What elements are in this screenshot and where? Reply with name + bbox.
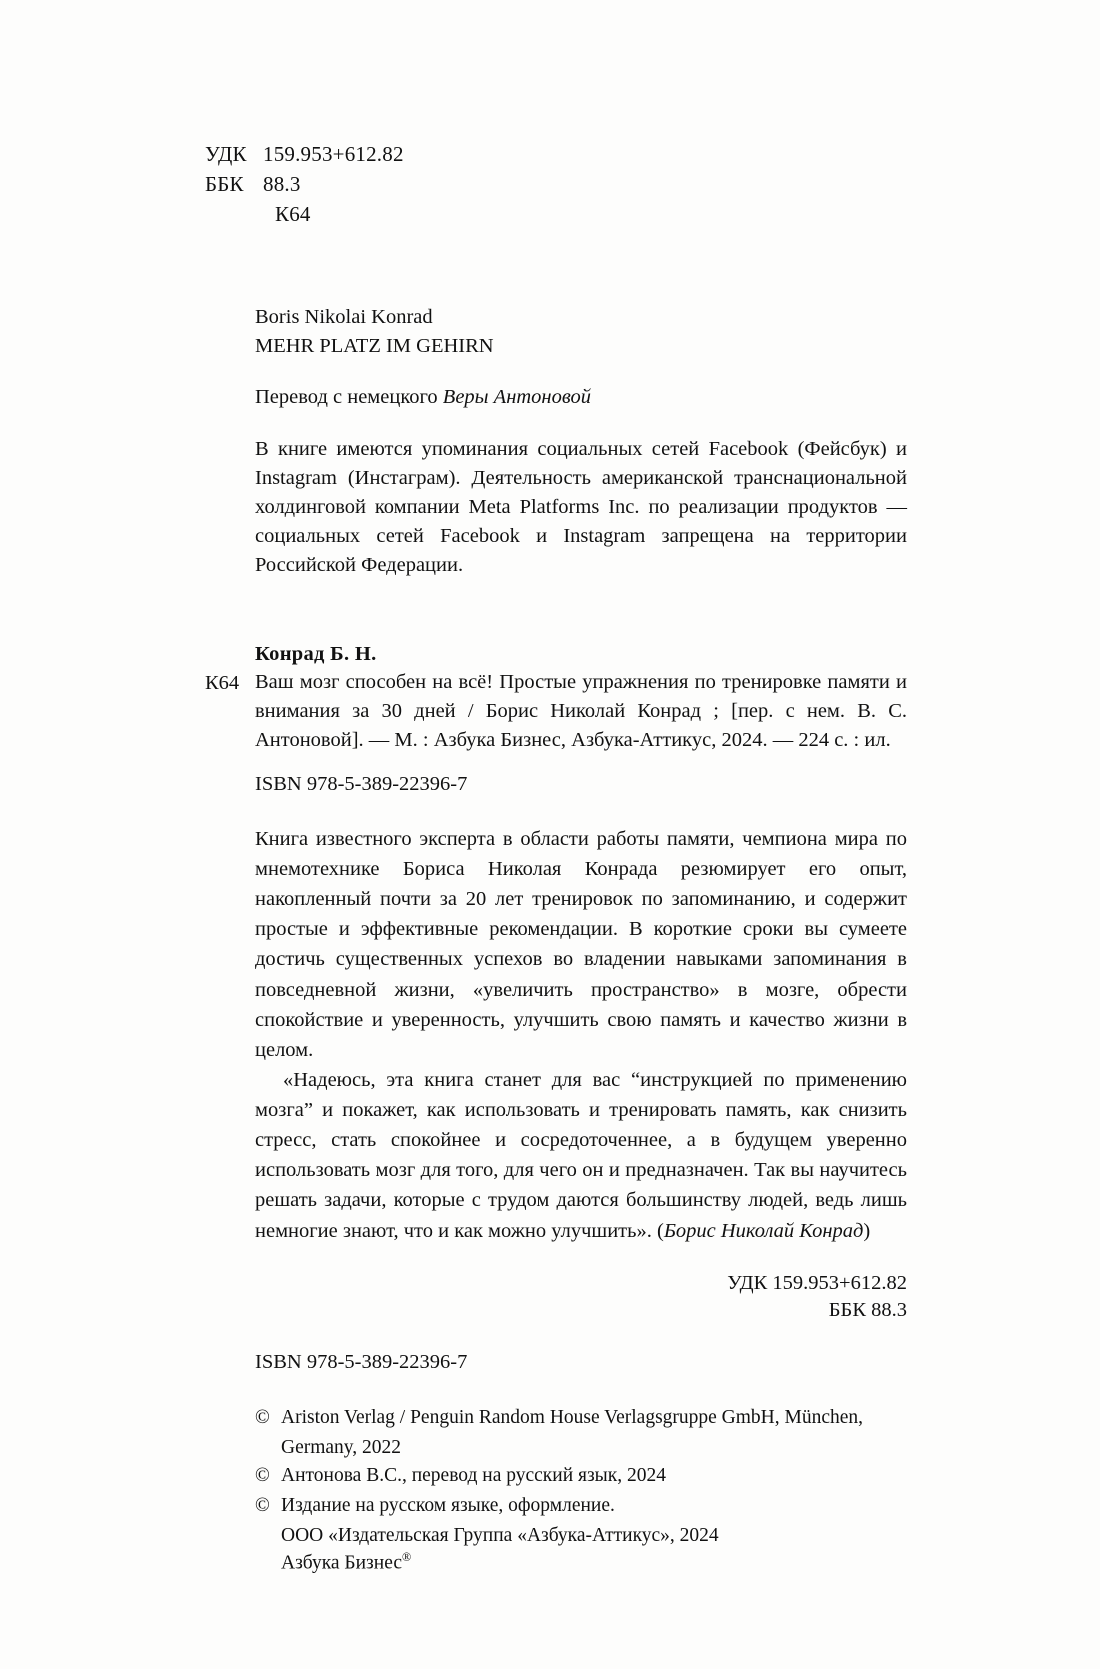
record-description: Ваш мозг способен на всё! Простые упражнения по тренировке памяти и внимания за 30 дней / Борис Николай Конрад ; [пер. с нем. В. С. Антоновой]. — М. : Азбука Бизнес, Азбука-Аттикус, 2024. — 224 с. : ил. bbox=[255, 670, 907, 751]
translation-credit bbox=[205, 386, 905, 409]
udc-row bbox=[205, 140, 905, 170]
original-author: Boris Nikolai Konrad bbox=[255, 306, 433, 329]
bbk-label: ББК bbox=[205, 171, 244, 196]
annotation-attribution: Борис Николай Конрад bbox=[663, 1219, 864, 1242]
annotation-paragraph-1: Книга известного эксперта в области работы памяти, чемпиона мира по мнемотехнике Бориса Николая Конрада резюмирует его опыт, накопленный почти за 20 лет тренировок по запоминанию, и содержит простые и эффективные рекомендации. В короткие сроки вы сумеете достичь существенных успехов во владении навыками запоминания в повседневной жизни, «увеличить пространство» в мозге, обрести спокойствие и уверенность, улучшить свою память и качество жизни в целом. bbox=[255, 827, 907, 1061]
cutter-row bbox=[205, 200, 905, 230]
udc-value: 159.953+612.82 bbox=[263, 142, 404, 166]
bottom-classification-codes bbox=[205, 1270, 907, 1325]
page-content bbox=[205, 140, 905, 1577]
annotation-quote: «Надеюсь, эта книга станет для вас “инструкцией по применению мозга” и покажет, как использовать и тренировать память, как снизить стресс, стать спокойнее и сосредоточеннее, а в будущем уверенно использовать мозг для того, для чего он и предназначен. Так вы научитесь решать задачи, которые с трудом даются большинству людей, ведь лишь немногие знают, что и как можно улучшить». ( bbox=[255, 1068, 907, 1242]
bibliographic-record bbox=[205, 643, 905, 796]
original-title: MEHR PLATZ IM GEHIRN bbox=[255, 334, 494, 357]
imprint-name: Азбука Бизнес bbox=[281, 1552, 402, 1574]
record-author: Конрад Б. Н. bbox=[255, 642, 377, 665]
copyright-symbol-3: © bbox=[255, 1494, 270, 1516]
classification-block bbox=[205, 140, 905, 229]
annotation-suffix: ) bbox=[863, 1219, 871, 1242]
annotation-block bbox=[205, 824, 907, 1246]
bottom-bbk: ББК 88.3 bbox=[828, 1299, 907, 1322]
cutter-spacer bbox=[205, 200, 263, 230]
udc-label: УДК bbox=[205, 142, 247, 166]
translation-prefix: Перевод с немецкого bbox=[255, 386, 443, 408]
copyright-row-1-cont: Germany, 2022 bbox=[281, 1437, 402, 1459]
bbk-row bbox=[205, 170, 905, 200]
copyright-text-2: Антонова В.С., перевод на русский язык, 2024 bbox=[281, 1464, 667, 1486]
legal-notice: В книге имеются упоминания социальных сетей Facebook (Фейсбук) и Instagram (Инстаграм). Деятельность американской транснациональной холдинговой компании Meta Platforms Inc. по реализации продуктов — социальных сетей Facebook и Instagram запрещена на территории Российской Федерации. bbox=[255, 438, 907, 577]
record-isbn: ISBN 978-5-389-22396-7 bbox=[255, 772, 468, 795]
isbn-bottom: ISBN 978-5-389-22396-7 bbox=[255, 1350, 468, 1373]
copyright-symbol-1: © bbox=[255, 1406, 270, 1428]
copyright-row-1 bbox=[255, 1404, 907, 1431]
annotation-paragraph-2 bbox=[255, 1065, 907, 1246]
bbk-value: 88.3 bbox=[263, 171, 301, 196]
original-edition-block bbox=[205, 303, 905, 360]
translator-name: Веры Антоновой bbox=[442, 386, 591, 408]
record-cutter-code: К64 bbox=[205, 671, 240, 694]
copyright-block bbox=[205, 1404, 907, 1577]
copyright-symbol-2: © bbox=[255, 1464, 270, 1486]
registered-mark-icon: ® bbox=[402, 1550, 412, 1565]
copyright-text-1: Ariston Verlag / Penguin Random House Verlagsgruppe GmbH, München, bbox=[281, 1406, 864, 1428]
copyright-row-3-cont2 bbox=[255, 1549, 907, 1577]
copyright-text-3: Издание на русском языке, оформление. bbox=[281, 1494, 615, 1516]
bottom-udc: УДК 159.953+612.82 bbox=[727, 1271, 907, 1294]
copyright-row-3 bbox=[255, 1492, 907, 1519]
copyright-row-3-cont1: ООО «Издательская Группа «Азбука-Аттикус», 2024 bbox=[281, 1525, 719, 1547]
copyright-row-2 bbox=[255, 1462, 907, 1489]
cutter-value: К64 bbox=[275, 201, 311, 226]
